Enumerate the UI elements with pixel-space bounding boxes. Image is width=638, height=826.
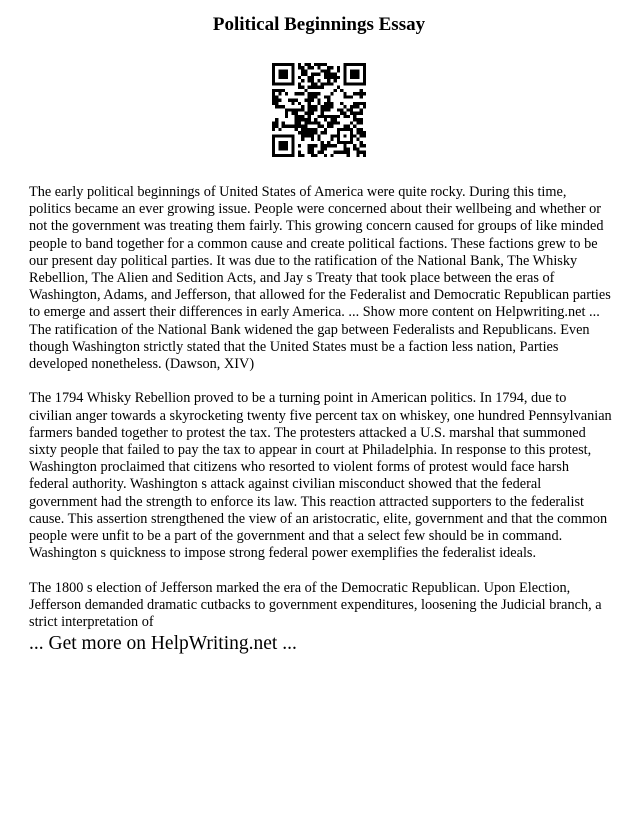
- page-title: Political Beginnings Essay: [212, 14, 426, 35]
- paragraph-national-bank: The ratification of the National Bank widened the gap between Federalists and Republicans. Even though Washington strictly stated that the United States must be a faction less nation, Parties developed nonetheless. (Dawson, XIV): [29, 321, 590, 373]
- get-more-link[interactable]: ... Get more on HelpWriting.net ...: [29, 633, 297, 654]
- paragraph-jefferson: The 1800 s election of Jefferson marked the era of the Democratic Republican. Upon Election, Jefferson demanded dramatic cutbacks to government expenditures, loosening the Judicial branch, a strict interpretation of: [29, 579, 602, 631]
- paragraph-whisky-rebellion: The 1794 Whisky Rebellion proved to be a turning point in American politics. In 1794, due to civilian anger towards a skyrocketing twenty five percent tax on whiskey, one hundred Pennsylvanian farmers banded together to protest the tax. The protesters attacked a U.S. marshal that summoned sixty people that failed to pay the tax to appear in court at Philadelphia. In response to this protest, Washington proclaimed that citizens who resorted to violent forms of protest would face harsh federal authority. Washington s attack against civilian misconduct showed that the federal government had the strength to enforce its law. This reaction attracted supporters to the federalist cause. This assertion strengthened the view of an aristocratic, elite, government and that the common people were unfit to be a part of the government and that a select few should be in command. Washington s quickness to impose strong federal power exemplifies the federalist ideals.: [29, 390, 612, 562]
- paragraph-intro: The early political beginnings of United States of America were quite rocky. During this time, politics became an ever growing issue. People were concerned about their wellbeing and whether or not the government was treating them fairly. This growing concern caused for groups of like minded people to band together for a common cause and create political factions. These factions grew to be our present day political parties. It was due to the ratification of the National Bank, The Whisky Rebellion, The Alien and Sedition Acts, and Jay s Treaty that took place between the eras of Washington, Adams, and Jefferson, that allowed for the Federalist and Democratic Republican parties to emerge and assert their differences in early America. ... Show more content on Helpwriting.net ...: [29, 184, 611, 321]
- qr-code-icon: [272, 63, 366, 157]
- essay-body: [29, 184, 612, 631]
